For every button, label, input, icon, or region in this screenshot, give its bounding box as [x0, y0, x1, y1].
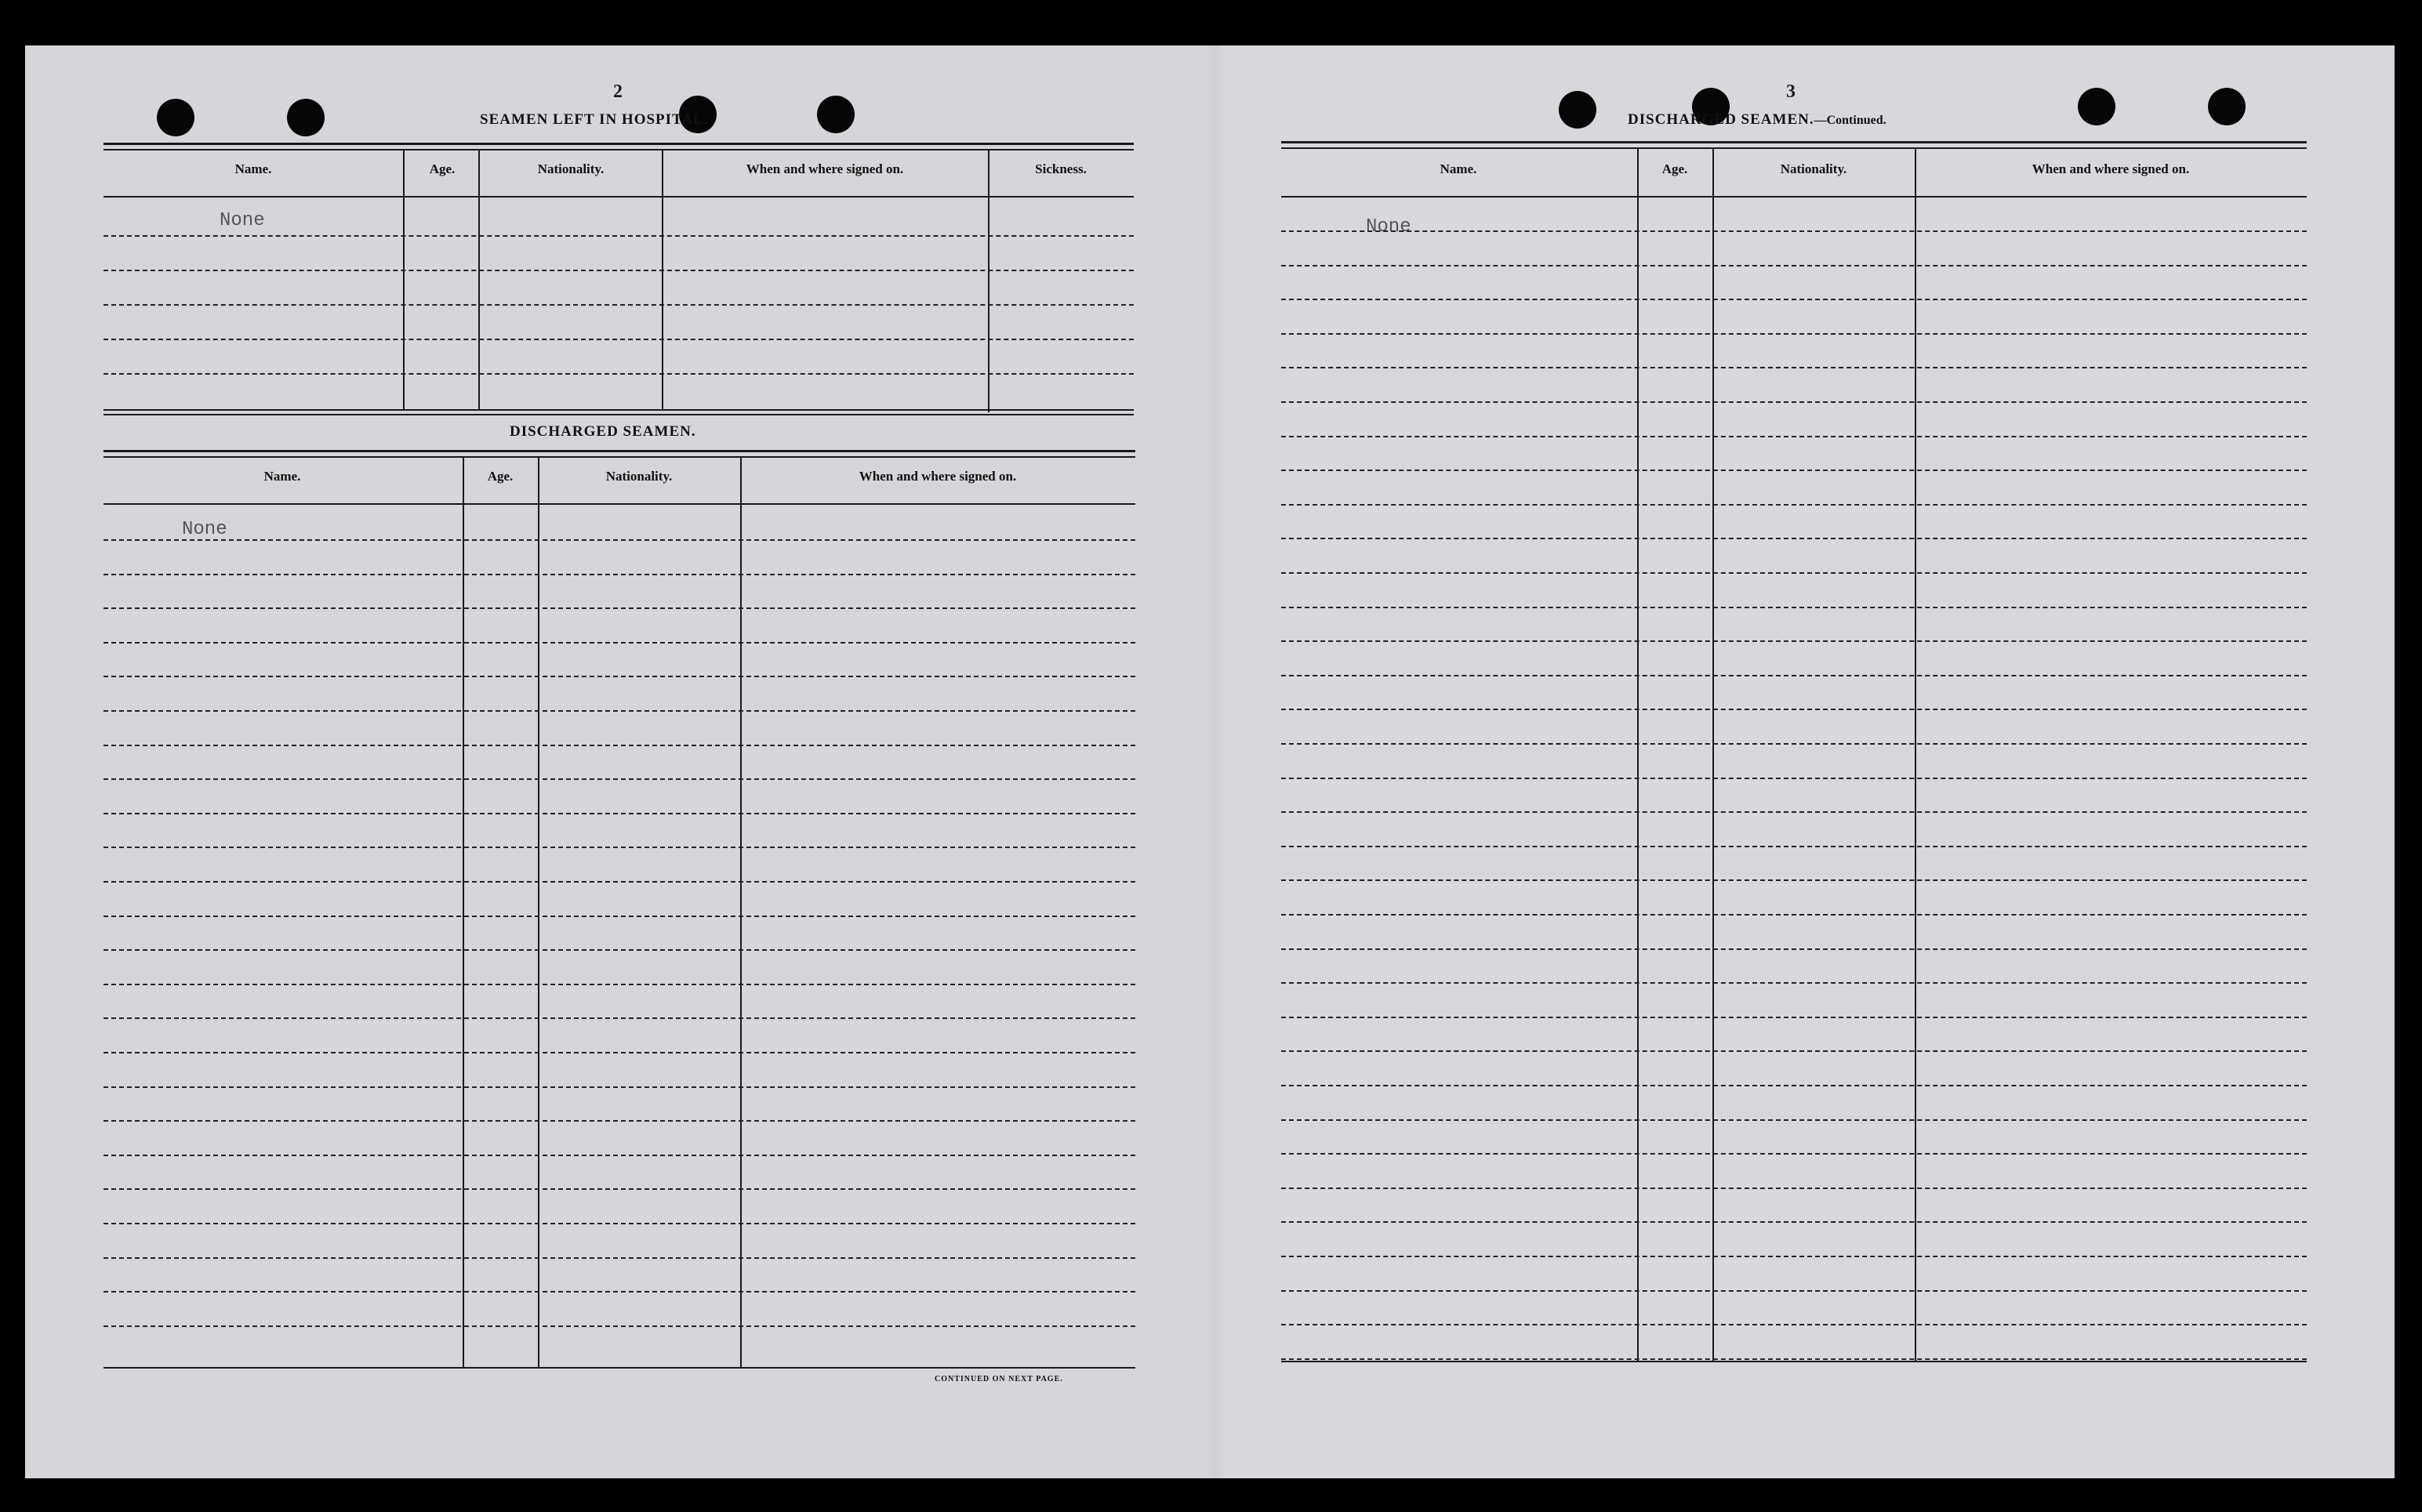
- row-line: [103, 642, 1135, 644]
- row-line: [1281, 778, 2307, 779]
- column-header-name: Name.: [234, 161, 272, 176]
- row-line: [103, 304, 1134, 306]
- row-line: [1281, 811, 2307, 813]
- row-line: [1281, 333, 2307, 335]
- row-line: [1281, 265, 2307, 267]
- row-line: [1281, 436, 2307, 437]
- handwritten-entry: None: [220, 210, 265, 231]
- column-header-nationality: Nationality.: [605, 469, 673, 484]
- row-line: [1281, 230, 2307, 232]
- column-divider: [1915, 147, 1916, 1361]
- row-line: [103, 949, 1135, 951]
- discharged-continued-title: [1628, 111, 1886, 129]
- row-line: [1281, 1187, 2307, 1189]
- row-line: [1281, 675, 2307, 676]
- row-line: [1281, 948, 2307, 950]
- row-line: [1281, 1085, 2307, 1086]
- discharged-continued-title-main: DISCHARGED SEAMEN.: [1628, 111, 1814, 128]
- column-header-name: Name.: [263, 469, 301, 484]
- row-line: [103, 813, 1135, 814]
- row-line: [1281, 640, 2307, 642]
- page-fold: [1206, 45, 1225, 1478]
- row-line: [1281, 607, 2307, 608]
- table-rule: [103, 1367, 1135, 1369]
- column-header-sickness: Sickness.: [1035, 161, 1087, 176]
- row-line: [103, 339, 1134, 340]
- column-header-nationality: Nationality.: [537, 161, 605, 176]
- column-divider: [740, 456, 742, 1367]
- column-divider: [463, 456, 464, 1367]
- punch-hole: [2078, 88, 2115, 125]
- row-line: [103, 235, 1134, 237]
- row-line: [1281, 1221, 2307, 1223]
- row-line: [103, 1291, 1135, 1293]
- table-rule: [1281, 141, 2307, 143]
- column-divider: [403, 149, 405, 409]
- row-line: [1281, 1358, 2307, 1360]
- handwritten-entry: None: [1366, 216, 1411, 237]
- row-line: [103, 916, 1135, 917]
- row-line: [103, 881, 1135, 883]
- row-line: [103, 847, 1135, 848]
- table-rule: [103, 450, 1135, 452]
- hospital-table: [103, 143, 1134, 417]
- discharged-continued-suffix: —Continued.: [1814, 114, 1886, 127]
- discharged-section-title: DISCHARGED SEAMEN.: [510, 423, 696, 440]
- row-line: [1281, 470, 2307, 471]
- row-line: [103, 1052, 1135, 1053]
- row-line: [1281, 367, 2307, 368]
- row-line: [1281, 1153, 2307, 1155]
- row-line: [103, 745, 1135, 746]
- row-line: [1281, 299, 2307, 300]
- table-rule: [1281, 196, 2307, 198]
- hospital-section-title: SEAMEN LEFT IN HOSPITAL.: [480, 111, 709, 128]
- row-line: [103, 1223, 1135, 1224]
- row-line: [1281, 538, 2307, 539]
- table-rule: [103, 149, 1134, 150]
- punch-hole: [287, 99, 325, 136]
- row-line: [103, 607, 1135, 609]
- table-rule: [103, 409, 1134, 411]
- row-line: [1281, 846, 2307, 847]
- page-number: 2: [613, 82, 623, 102]
- row-line: [103, 1257, 1135, 1259]
- row-line: [1281, 572, 2307, 574]
- row-line: [1281, 1290, 2307, 1292]
- row-line: [103, 1017, 1135, 1019]
- row-line: [103, 373, 1134, 375]
- row-line: [1281, 1050, 2307, 1052]
- column-divider: [1637, 147, 1639, 1361]
- punch-hole: [817, 96, 855, 133]
- column-header-age: Age.: [1661, 161, 1688, 176]
- table-rule: [1281, 1361, 2307, 1362]
- row-line: [103, 1155, 1135, 1156]
- row-line: [1281, 1256, 2307, 1257]
- table-rule: [1281, 147, 2307, 149]
- row-line: [103, 1188, 1135, 1190]
- table-rule: [103, 143, 1134, 145]
- row-line: [1281, 709, 2307, 710]
- column-header-signed-on: When and where signed on.: [2032, 161, 2190, 176]
- row-line: [1281, 914, 2307, 916]
- row-line: [103, 1086, 1135, 1088]
- continued-note: CONTINUED ON NEXT PAGE.: [935, 1375, 1063, 1383]
- row-line: [103, 778, 1135, 780]
- table-rule: [103, 456, 1135, 458]
- column-divider: [538, 456, 539, 1367]
- column-header-age: Age.: [429, 161, 456, 176]
- handwritten-entry: None: [182, 519, 227, 540]
- row-line: [103, 1120, 1135, 1122]
- row-line: [1281, 504, 2307, 506]
- punch-hole: [2208, 88, 2246, 125]
- page-number: 3: [1786, 82, 1796, 102]
- discharged-table: [103, 450, 1135, 1369]
- table-rule: [103, 503, 1135, 505]
- column-header-age: Age.: [487, 469, 514, 484]
- row-line: [103, 984, 1135, 985]
- row-line: [1281, 982, 2307, 984]
- column-header-nationality: Nationality.: [1780, 161, 1847, 176]
- row-line: [1281, 401, 2307, 403]
- row-line: [103, 574, 1135, 575]
- column-header-signed-on: When and where signed on.: [746, 161, 904, 176]
- column-header-name: Name.: [1440, 161, 1477, 176]
- row-line: [103, 710, 1135, 712]
- row-line: [103, 539, 1135, 541]
- column-divider: [662, 149, 663, 409]
- column-header-signed-on: When and where signed on.: [859, 469, 1017, 484]
- punch-hole: [157, 99, 194, 136]
- row-line: [1281, 1119, 2307, 1121]
- discharged-continued-table: [1281, 141, 2307, 1369]
- row-line: [1281, 1017, 2307, 1018]
- row-line: [1281, 743, 2307, 745]
- punch-hole: [1559, 91, 1596, 129]
- table-rule: [103, 414, 1134, 415]
- row-line: [103, 270, 1134, 271]
- column-divider: [1712, 147, 1714, 1361]
- row-line: [1281, 879, 2307, 881]
- row-line: [103, 676, 1135, 677]
- row-line: [1281, 1324, 2307, 1325]
- table-rule: [103, 196, 1134, 198]
- column-divider: [478, 149, 480, 409]
- row-line: [103, 1325, 1135, 1327]
